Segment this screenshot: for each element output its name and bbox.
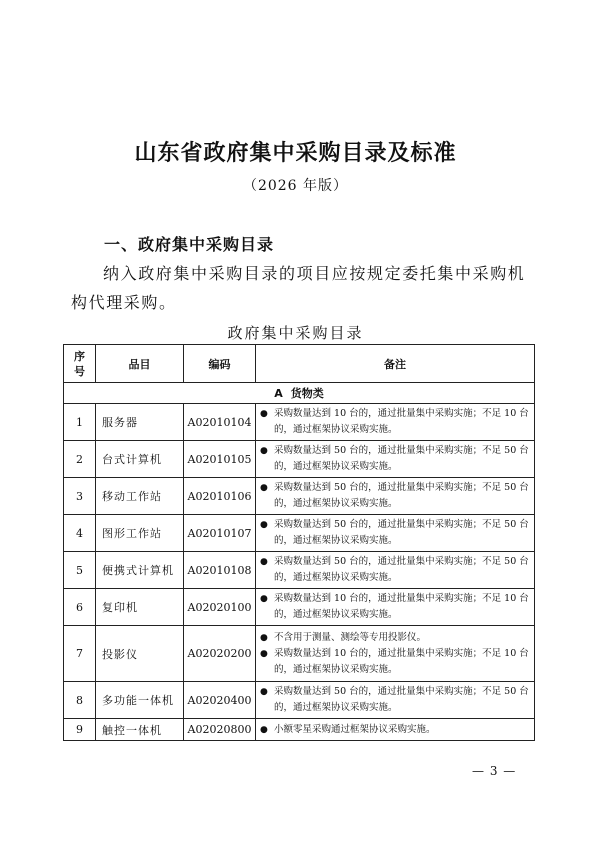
note-text: 采购数量达到 10 台的，通过批量集中采购实施；不足 10 台的，通过框架协议采购实施。	[274, 408, 529, 435]
item-code: A02020100	[184, 589, 256, 626]
item-notes	[256, 515, 535, 552]
item-code: A02010104	[184, 404, 256, 441]
bullet-icon: ●	[260, 687, 268, 697]
note-item	[260, 591, 530, 623]
item-notes	[256, 589, 535, 626]
row-number: 2	[64, 441, 96, 478]
section-heading: 一、政府集中采购目录	[104, 235, 275, 254]
table-row	[64, 626, 535, 682]
bullet-icon: ●	[260, 557, 268, 567]
item-name: 移动工作站	[96, 478, 184, 515]
row-number: 6	[64, 589, 96, 626]
item-name: 图形工作站	[96, 515, 184, 552]
table-row	[64, 441, 535, 478]
item-notes	[256, 626, 535, 682]
header-no-line2: 号	[74, 364, 85, 378]
header-note: 备注	[256, 345, 535, 383]
note-text: 采购数量达到 10 台的，通过批量集中采购实施；不足 10 台的，通过框架协议采购实施。	[274, 647, 529, 675]
table-header-row	[64, 345, 535, 383]
item-code: A02010106	[184, 478, 256, 515]
section-cell	[64, 383, 535, 404]
table-row	[64, 682, 535, 719]
note-text: 采购数量达到 50 台的，通过批量集中采购实施；不足 50 台的，通过框架协议采购实施。	[274, 482, 529, 509]
item-name: 服务器	[96, 404, 184, 441]
note-item	[260, 480, 530, 512]
table-row	[64, 404, 535, 441]
header-no	[64, 345, 96, 383]
procurement-catalog-table	[63, 344, 535, 741]
note-item	[260, 554, 530, 586]
item-notes	[256, 719, 535, 741]
note-text: 采购数量达到 50 台的，通过批量集中采购实施；不足 50 台的，通过框架协议采购实施。	[274, 686, 529, 713]
item-notes	[256, 404, 535, 441]
page-number: — 3 —	[472, 764, 517, 778]
row-number: 4	[64, 515, 96, 552]
table-row	[64, 515, 535, 552]
table-row	[64, 719, 535, 741]
table-row	[64, 589, 535, 626]
note-text: 不含用于测量、测绘等专用投影仪。	[274, 631, 427, 643]
row-number: 1	[64, 404, 96, 441]
row-number: 9	[64, 719, 96, 741]
item-name: 台式计算机	[96, 441, 184, 478]
header-code: 编码	[184, 345, 256, 383]
note-text: 采购数量达到 50 台的，通过批量集中采购实施；不足 50 台的，通过框架协议采购实施。	[274, 556, 529, 583]
bullet-icon: ●	[260, 632, 268, 643]
note-item	[260, 684, 530, 716]
note-item	[260, 443, 530, 475]
item-name: 复印机	[96, 589, 184, 626]
item-name: 触控一体机	[96, 719, 184, 741]
header-no-line1: 序	[74, 349, 85, 363]
item-notes	[256, 478, 535, 515]
item-name: 投影仪	[96, 626, 184, 682]
item-code: A02010108	[184, 552, 256, 589]
note-text: 采购数量达到 10 台的，通过批量集中采购实施；不足 10 台的，通过框架协议采购实施。	[274, 593, 529, 620]
table-caption: 政府集中采购目录	[227, 324, 364, 342]
item-code: A02020400	[184, 682, 256, 719]
section-label: A	[274, 387, 283, 400]
item-code: A02020800	[184, 719, 256, 741]
bullet-icon: ●	[260, 520, 268, 530]
section-row-goods	[64, 383, 535, 404]
bullet-icon: ●	[260, 648, 268, 659]
note-item	[260, 630, 530, 646]
table-body	[64, 383, 535, 741]
item-code: A02020200	[184, 626, 256, 682]
item-notes	[256, 552, 535, 589]
section-title: 货物类	[290, 387, 324, 400]
table-row	[64, 552, 535, 589]
note-item	[260, 517, 530, 549]
item-name: 多功能一体机	[96, 682, 184, 719]
bullet-icon: ●	[260, 409, 268, 419]
row-number: 3	[64, 478, 96, 515]
table-row	[64, 478, 535, 515]
note-text: 采购数量达到 50 台的，通过批量集中采购实施；不足 50 台的，通过框架协议采购实施。	[274, 519, 529, 546]
item-code: A02010107	[184, 515, 256, 552]
bullet-icon: ●	[260, 446, 268, 456]
row-number: 5	[64, 552, 96, 589]
note-item	[260, 722, 530, 738]
note-item	[260, 646, 530, 678]
row-number: 8	[64, 682, 96, 719]
note-text: 采购数量达到 50 台的，通过批量集中采购实施；不足 50 台的，通过框架协议采购实施。	[274, 445, 529, 472]
document-title: 山东省政府集中采购目录及标准	[134, 140, 457, 166]
note-item	[260, 406, 530, 438]
item-code: A02010105	[184, 441, 256, 478]
item-notes	[256, 682, 535, 719]
document-subtitle: （2026 年版）	[242, 178, 349, 194]
intro-paragraph: 纳入政府集中采购目录的项目应按规定委托集中采购机构代理采购。	[71, 264, 526, 312]
bullet-icon: ●	[260, 483, 268, 493]
header-name: 品目	[96, 345, 184, 383]
bullet-icon: ●	[260, 724, 268, 735]
bullet-icon: ●	[260, 594, 268, 604]
row-number: 7	[64, 626, 96, 682]
item-notes	[256, 441, 535, 478]
note-text: 小额零星采购通过框架协议采购实施。	[274, 723, 436, 735]
item-name: 便携式计算机	[96, 552, 184, 589]
